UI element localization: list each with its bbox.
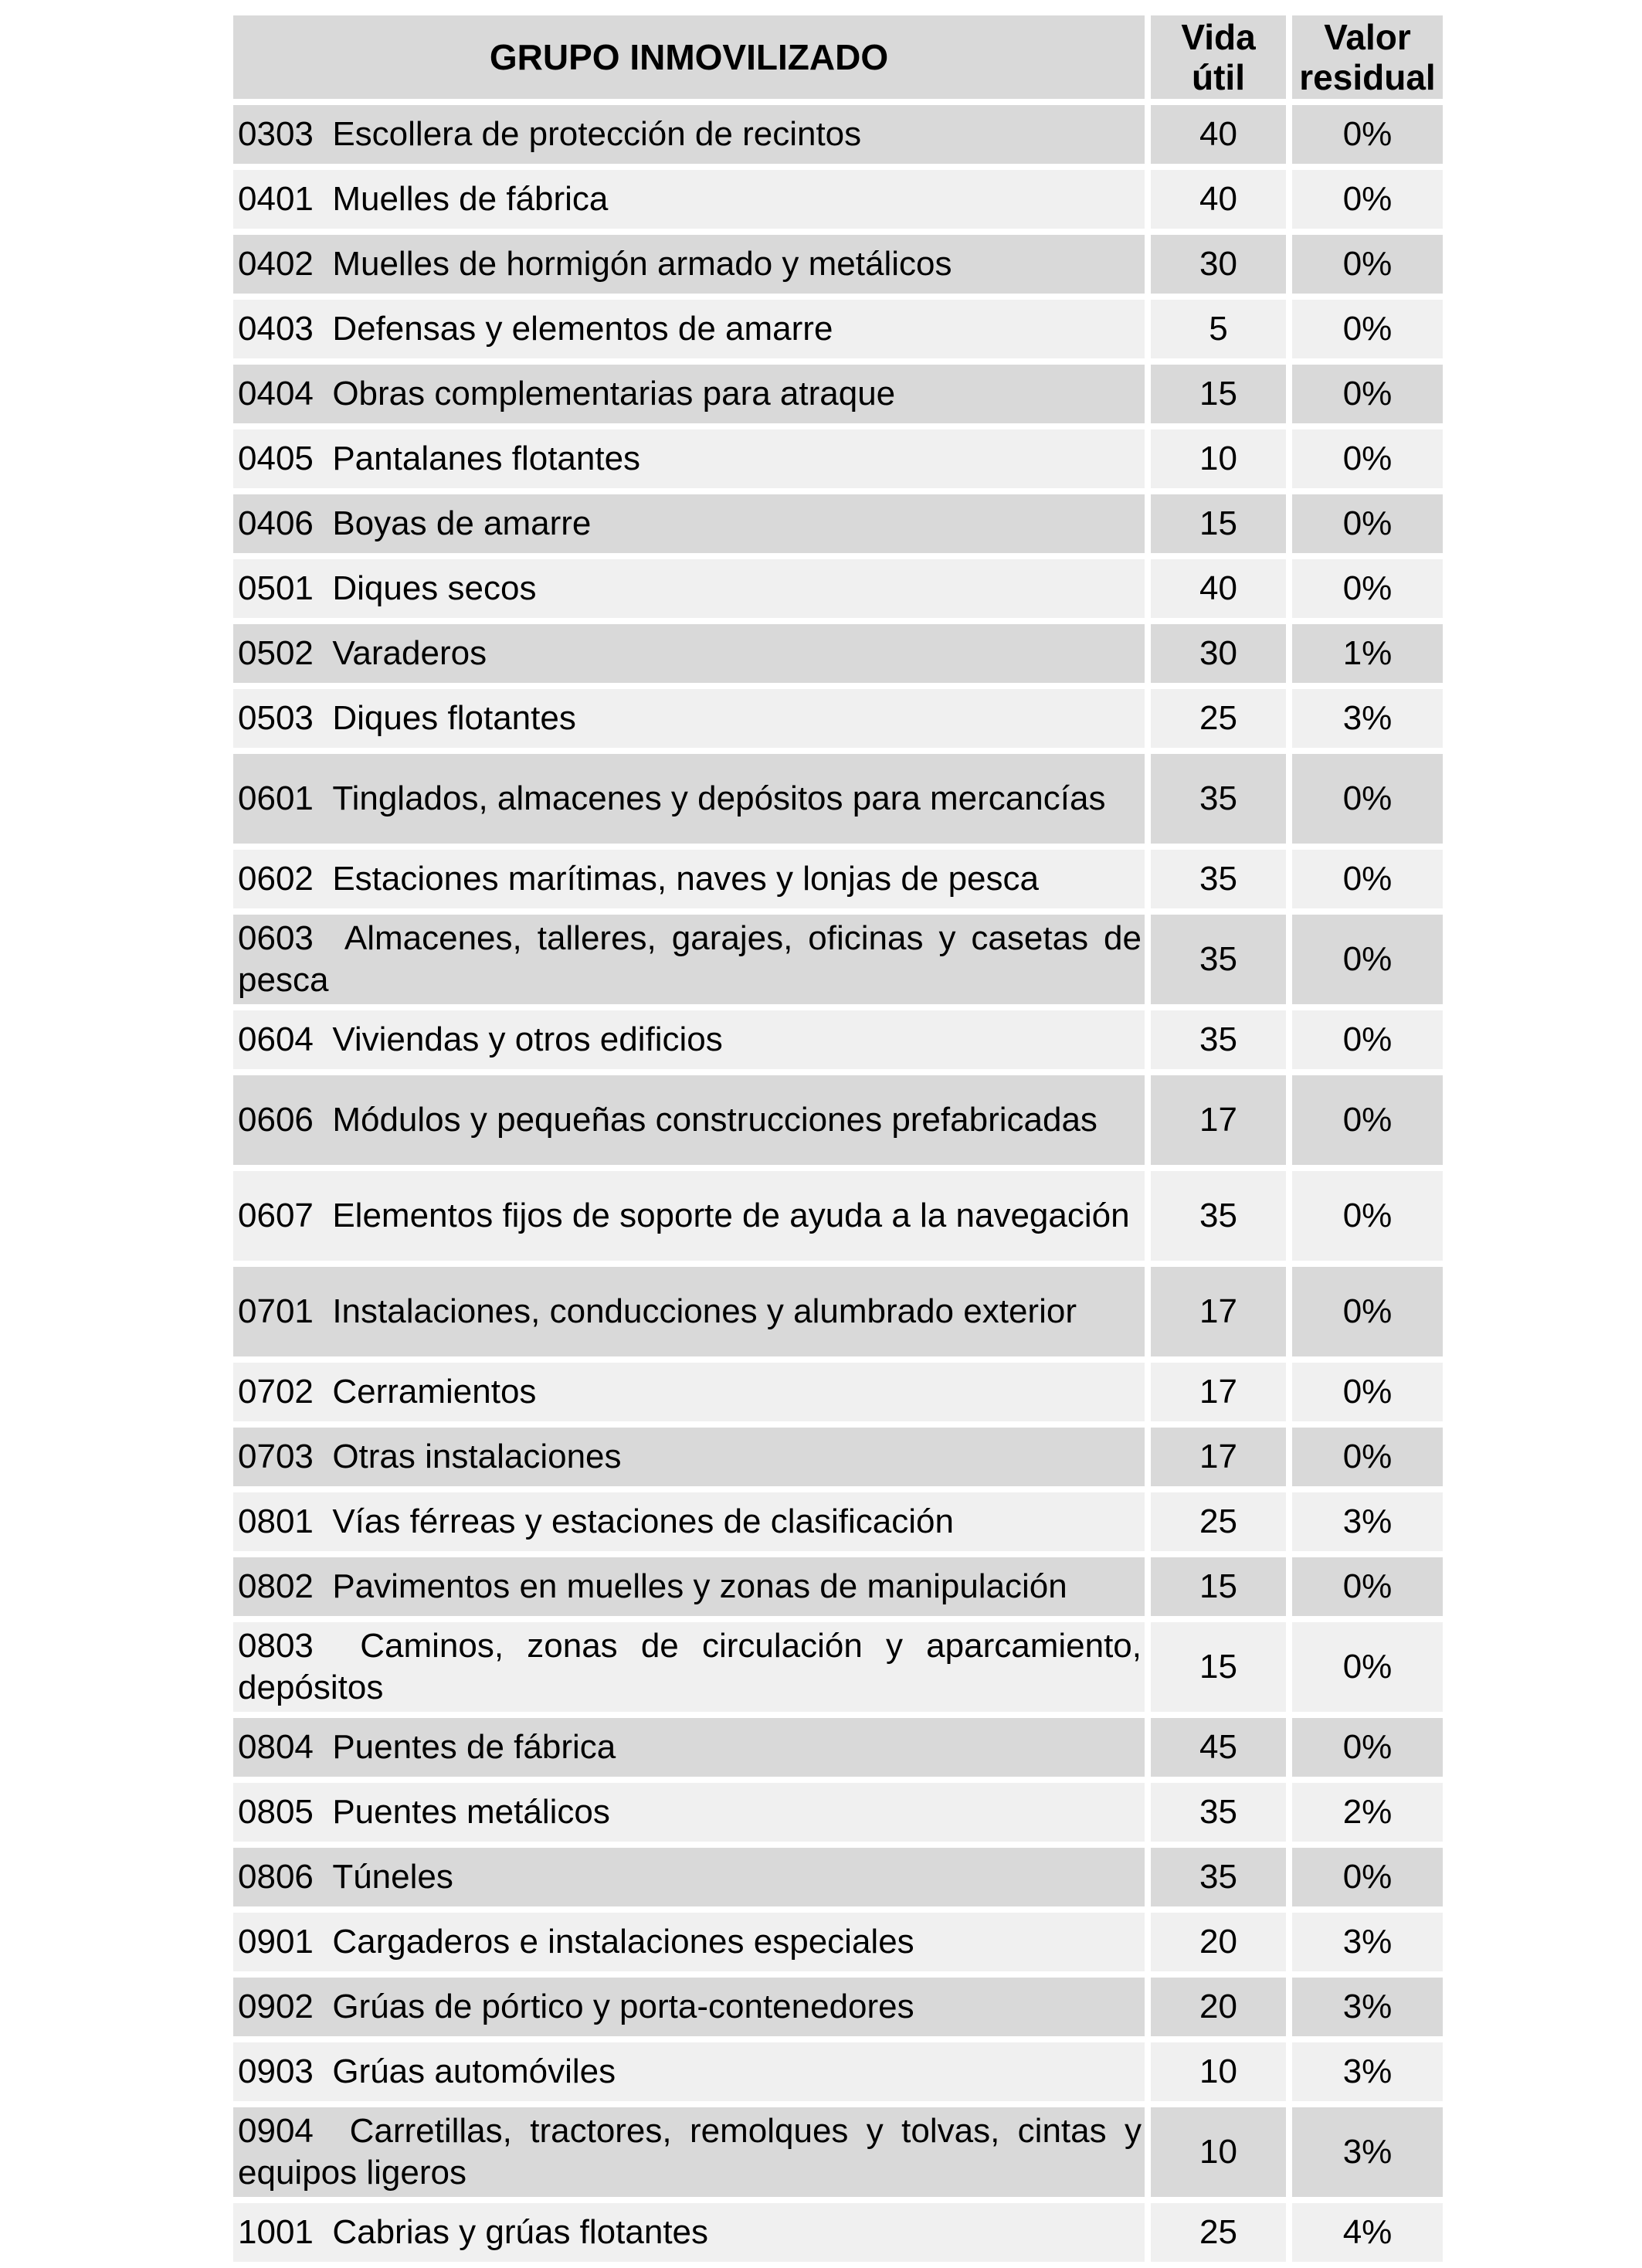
cell-grupo: 0405 Pantalanes flotantes (233, 429, 1145, 488)
cell-vida-util: 45 (1151, 1718, 1286, 1777)
table-row (233, 1267, 1443, 1356)
cell-grupo: 0603 Almacenes, talleres, garajes, oficinas y casetas de pesca (233, 915, 1145, 1004)
cell-grupo: 0502 Varaderos (233, 624, 1145, 683)
cell-vida-util: 10 (1151, 2107, 1286, 2197)
cell-valor-residual: 0% (1292, 1428, 1443, 1486)
cell-vida-util: 40 (1151, 559, 1286, 618)
cell-valor-residual: 0% (1292, 1363, 1443, 1421)
cell-grupo: 0406 Boyas de amarre (233, 494, 1145, 553)
cell-valor-residual: 0% (1292, 1010, 1443, 1069)
depreciation-table-container (233, 15, 1443, 2268)
table-row (233, 365, 1443, 423)
cell-valor-residual: 0% (1292, 850, 1443, 908)
cell-valor-residual: 0% (1292, 915, 1443, 1004)
table-row (233, 1913, 1443, 1971)
cell-grupo: 0806 Túneles (233, 1848, 1145, 1906)
cell-grupo: 0802 Pavimentos en muelles y zonas de manipulación (233, 1557, 1145, 1616)
cell-valor-residual: 1% (1292, 624, 1443, 683)
cell-vida-util: 20 (1151, 1978, 1286, 2036)
cell-grupo: 0503 Diques flotantes (233, 689, 1145, 748)
cell-grupo: 0702 Cerramientos (233, 1363, 1145, 1421)
cell-valor-residual: 0% (1292, 300, 1443, 358)
cell-vida-util: 20 (1151, 1913, 1286, 1971)
table-row (233, 170, 1443, 229)
header-grupo: GRUPO INMOVILIZADO (233, 15, 1145, 99)
cell-valor-residual: 0% (1292, 105, 1443, 164)
cell-vida-util: 15 (1151, 1557, 1286, 1616)
cell-vida-util: 17 (1151, 1267, 1286, 1356)
cell-vida-util: 40 (1151, 105, 1286, 164)
cell-grupo: 1001 Cabrias y grúas flotantes (233, 2203, 1145, 2262)
table-row (233, 624, 1443, 683)
cell-grupo: 0805 Puentes metálicos (233, 1783, 1145, 1842)
table-row (233, 689, 1443, 748)
cell-valor-residual: 0% (1292, 170, 1443, 229)
table-row (233, 105, 1443, 164)
cell-vida-util: 30 (1151, 235, 1286, 294)
cell-vida-util: 25 (1151, 2203, 1286, 2262)
cell-valor-residual: 3% (1292, 2042, 1443, 2101)
cell-valor-residual: 0% (1292, 235, 1443, 294)
cell-valor-residual: 0% (1292, 1075, 1443, 1165)
table-row (233, 1718, 1443, 1777)
table-row (233, 1783, 1443, 1842)
cell-valor-residual: 2% (1292, 1783, 1443, 1842)
cell-vida-util: 17 (1151, 1363, 1286, 1421)
cell-vida-util: 35 (1151, 850, 1286, 908)
cell-vida-util: 17 (1151, 1075, 1286, 1165)
cell-valor-residual: 0% (1292, 1848, 1443, 1906)
cell-vida-util: 17 (1151, 1428, 1286, 1486)
cell-grupo: 0403 Defensas y elementos de amarre (233, 300, 1145, 358)
cell-grupo: 0701 Instalaciones, conducciones y alumbrado exterior (233, 1267, 1145, 1356)
table-row (233, 2042, 1443, 2101)
table-row (233, 2107, 1443, 2197)
table-row (233, 1171, 1443, 1261)
table-row (233, 1978, 1443, 2036)
cell-valor-residual: 0% (1292, 559, 1443, 618)
depreciation-table (227, 9, 1449, 2268)
cell-vida-util: 15 (1151, 365, 1286, 423)
table-row (233, 1075, 1443, 1165)
table-row (233, 1363, 1443, 1421)
cell-vida-util: 35 (1151, 754, 1286, 844)
cell-vida-util: 35 (1151, 1010, 1286, 1069)
header-vida-line1: Vida (1181, 17, 1256, 57)
cell-valor-residual: 0% (1292, 1557, 1443, 1616)
cell-grupo: 0602 Estaciones marítimas, naves y lonjas de pesca (233, 850, 1145, 908)
table-header-row (233, 15, 1443, 99)
cell-valor-residual: 0% (1292, 1622, 1443, 1712)
cell-vida-util: 35 (1151, 1848, 1286, 1906)
cell-grupo: 0902 Grúas de pórtico y porta-contenedores (233, 1978, 1145, 2036)
header-valor-residual (1292, 15, 1443, 99)
cell-grupo: 0601 Tinglados, almacenes y depósitos para mercancías (233, 754, 1145, 844)
cell-grupo: 0804 Puentes de fábrica (233, 1718, 1145, 1777)
cell-grupo: 0904 Carretillas, tractores, remolques y tolvas, cintas y equipos ligeros (233, 2107, 1145, 2197)
cell-valor-residual: 0% (1292, 1267, 1443, 1356)
header-valor-line2: residual (1299, 57, 1436, 97)
cell-vida-util: 15 (1151, 494, 1286, 553)
cell-valor-residual: 3% (1292, 2107, 1443, 2197)
cell-vida-util: 10 (1151, 429, 1286, 488)
table-body (233, 105, 1443, 2262)
table-row (233, 1848, 1443, 1906)
table-row (233, 1557, 1443, 1616)
cell-grupo: 0401 Muelles de fábrica (233, 170, 1145, 229)
cell-vida-util: 25 (1151, 689, 1286, 748)
cell-valor-residual: 3% (1292, 1492, 1443, 1551)
table-row (233, 235, 1443, 294)
cell-vida-util: 25 (1151, 1492, 1286, 1551)
header-vida-line2: útil (1192, 57, 1245, 97)
table-row (233, 915, 1443, 1004)
cell-valor-residual: 0% (1292, 1718, 1443, 1777)
cell-grupo: 0604 Viviendas y otros edificios (233, 1010, 1145, 1069)
cell-grupo: 0606 Módulos y pequeñas construcciones prefabricadas (233, 1075, 1145, 1165)
table-row (233, 2203, 1443, 2262)
cell-valor-residual: 0% (1292, 1171, 1443, 1261)
cell-grupo: 0803 Caminos, zonas de circulación y aparcamiento, depósitos (233, 1622, 1145, 1712)
cell-valor-residual: 3% (1292, 1978, 1443, 2036)
cell-valor-residual: 4% (1292, 2203, 1443, 2262)
table-row (233, 754, 1443, 844)
cell-grupo: 0607 Elementos fijos de soporte de ayuda a la navegación (233, 1171, 1145, 1261)
cell-valor-residual: 3% (1292, 689, 1443, 748)
table-row (233, 559, 1443, 618)
table-row (233, 300, 1443, 358)
cell-vida-util: 15 (1151, 1622, 1286, 1712)
cell-valor-residual: 0% (1292, 429, 1443, 488)
cell-grupo: 0501 Diques secos (233, 559, 1145, 618)
cell-vida-util: 30 (1151, 624, 1286, 683)
cell-valor-residual: 3% (1292, 1913, 1443, 1971)
cell-grupo: 0703 Otras instalaciones (233, 1428, 1145, 1486)
cell-vida-util: 40 (1151, 170, 1286, 229)
cell-vida-util: 10 (1151, 2042, 1286, 2101)
table-row (233, 1492, 1443, 1551)
table-row (233, 850, 1443, 908)
header-valor-line1: Valor (1324, 17, 1411, 57)
cell-vida-util: 5 (1151, 300, 1286, 358)
cell-vida-util: 35 (1151, 1171, 1286, 1261)
table-row (233, 429, 1443, 488)
cell-vida-util: 35 (1151, 915, 1286, 1004)
table-row (233, 1010, 1443, 1069)
cell-valor-residual: 0% (1292, 754, 1443, 844)
table-row (233, 494, 1443, 553)
cell-valor-residual: 0% (1292, 365, 1443, 423)
header-vida-util (1151, 15, 1286, 99)
cell-grupo: 0801 Vías férreas y estaciones de clasificación (233, 1492, 1145, 1551)
cell-vida-util: 35 (1151, 1783, 1286, 1842)
cell-grupo: 0901 Cargaderos e instalaciones especiales (233, 1913, 1145, 1971)
cell-grupo: 0903 Grúas automóviles (233, 2042, 1145, 2101)
cell-grupo: 0303 Escollera de protección de recintos (233, 105, 1145, 164)
cell-grupo: 0402 Muelles de hormigón armado y metálicos (233, 235, 1145, 294)
table-row (233, 1428, 1443, 1486)
cell-grupo: 0404 Obras complementarias para atraque (233, 365, 1145, 423)
table-row (233, 1622, 1443, 1712)
cell-valor-residual: 0% (1292, 494, 1443, 553)
